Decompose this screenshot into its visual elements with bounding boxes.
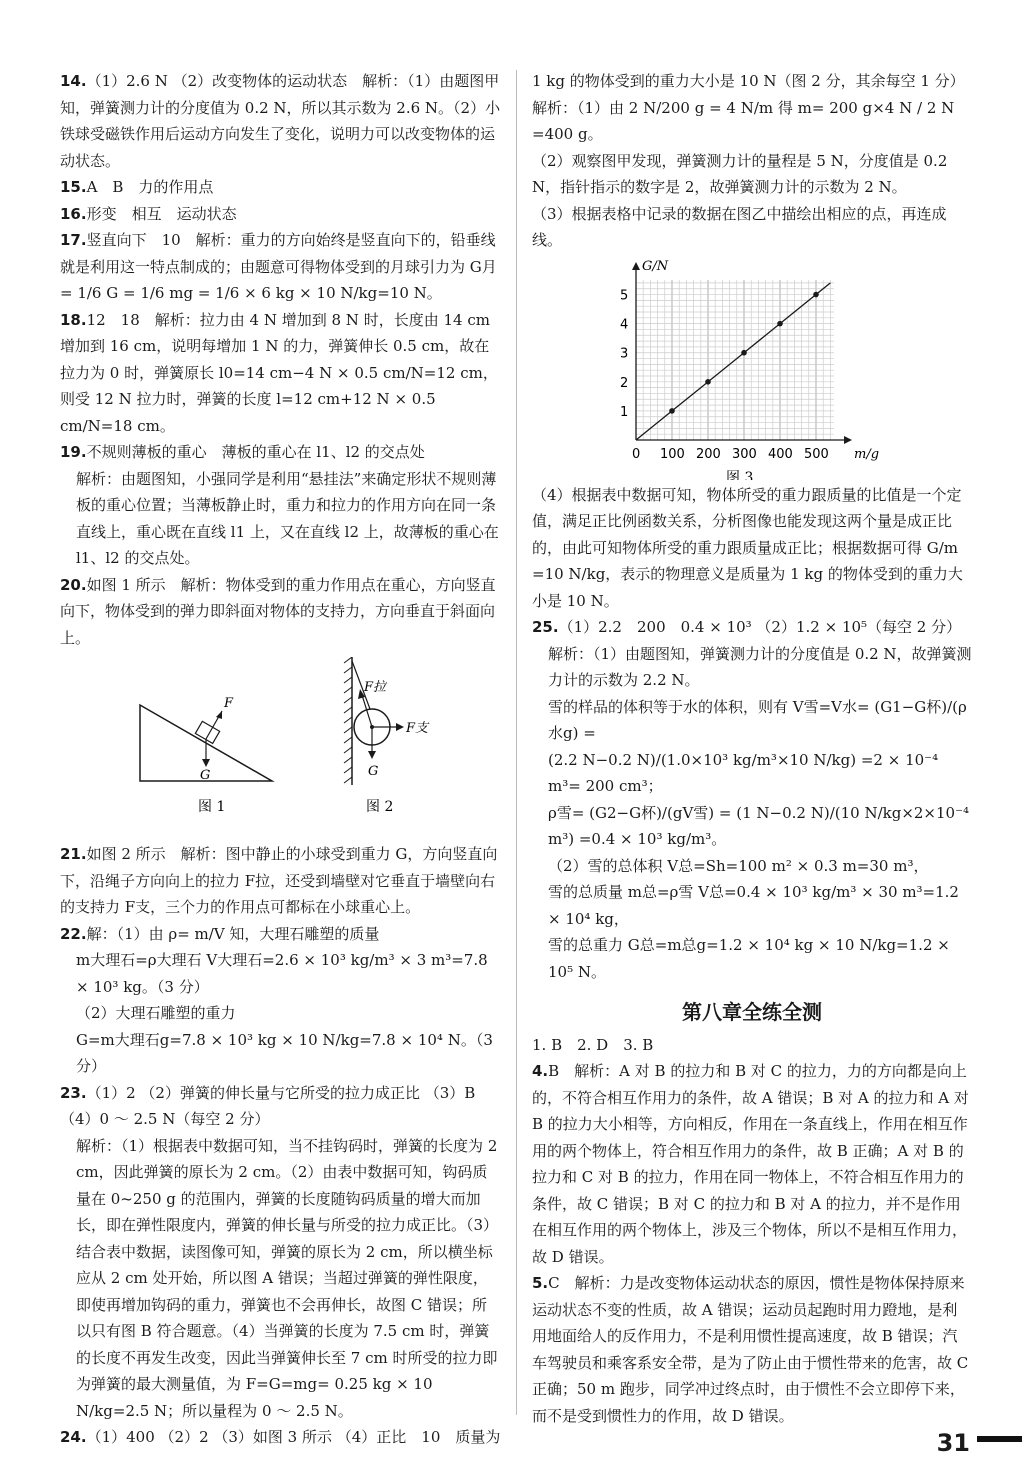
answer-19-analysis: 解析：由题图知，小强同学是利用“悬挂法”来确定形状不规则薄板的重心位置；当薄板静止时，重力和拉力的作用方向在同一条直线上，重心既在直线 l1 上，又在直线 l2 上，故薄板的重心在 l1、l2 的交点处。 — [76, 469, 499, 567]
answer-24: 24.（1）400 （2）2 （3）如图 3 所示 （4）正比 10 质量为 — [60, 1428, 501, 1446]
page-number-bar — [977, 1436, 1022, 1442]
answer-21: 21.如图 2 所示 解析：图中静止的小球受到重力 G，方向竖直向下，沿绳子方向向上的拉力 F拉，还受到墙壁对它垂直于墙壁向右的支持力 F支，三个力的作用点可都标在小球重心上。 — [60, 845, 498, 916]
fig2-label-F-zhi: F支 — [406, 721, 429, 736]
fig1-label-G: G — [200, 768, 211, 783]
answer-25-a4: ρ雪= (G2−G杯)/(gV雪) = (1 N−0.2 N)/(10 N/kg×2×10⁻⁴ m³) =0.4 × 10³ kg/m³。 — [548, 803, 970, 848]
answer-22-line4: G=m大理石g=7.8 × 10³ kg × 10 N/kg=7.8 × 10⁴ N。（3 分） — [76, 1030, 493, 1075]
y-tick-label: 4 — [620, 317, 629, 333]
answer-22: 22.解：（1）由 ρ= m/V 知，大理石雕塑的质量 — [60, 924, 380, 943]
answer-24-analysis-2: （2）观察图甲发现，弹簧测力计的量程是 5 N，分度值是 0.2 N，指针指示的数字是 2，故弹簧测力计的示数为 2 N。 — [532, 151, 948, 196]
left-column — [60, 68, 502, 1451]
x-axis-arrow — [844, 436, 852, 444]
figures-1-2 — [60, 657, 502, 837]
answer-24-continued: 1 kg 的物体受到的重力大小是 10 N（图 2 分，其余每空 1 分） — [532, 72, 965, 90]
y-tick-label: 3 — [620, 346, 629, 362]
page-number: 31 — [936, 1428, 970, 1457]
x-tick-label: 500 — [804, 446, 829, 462]
data-point — [777, 320, 783, 326]
y-axis-label: G/N — [642, 259, 669, 274]
answer-24-analysis-4: （4）根据表中数据可知，物体所受的重力跟质量的比值是一个定值，满足正比例函数关系，分析图像也能发现这两个量是成正比的，由此可知物体所受的重力跟质量成正比；根据数据可得 G/m =10 N/kg，表示的物理意义是质量为 1 kg 的物体受到的重力大小是 10 N。 — [532, 485, 963, 610]
fig1-label-F: F — [224, 696, 234, 711]
fig2-label-G: G — [368, 764, 379, 779]
answer-25-a3: (2.2 N−0.2 N)/(1.0×10³ kg/m³×10 N/kg) =2 × 10⁻⁴ m³= 200 cm³； — [548, 750, 939, 795]
answer-20: 20.如图 1 所示 解析：物体受到的重力作用点在重心，方向竖直向下，物体受到的弹力即斜面对物体的支持力，方向垂直于斜面向上。 — [60, 575, 496, 647]
x-axis-label: m/g — [854, 446, 880, 462]
answer-25-a7: 雪的总重力 G总=m总g=1.2 × 10⁴ kg × 10 N/kg=1.2 × 10⁵ N。 — [548, 936, 950, 981]
chapter-title: 第八章全练全测 — [682, 1000, 822, 1024]
y-tick-label: 1 — [620, 404, 629, 420]
chapter-answer-4: 4.B 解析：A 对 B 的拉力和 B 对 C 的拉力，力的方向都是向上的，不符合相互作用力的条件，故 A 错误；B 对 A 的拉力和 A 对 B 的拉力大小相等，方向相反，作用在一条直线上，作用在相互作用的两个物体上，符合相互作用力的条件，故 B 正确；A 对 B 的拉力和 C 对 B 的拉力，作用在同一物体上，不符合相互作用力的条件，故 C 错误；B 对 C 的拉力和 B 对 A 的拉力，并不是作用在相互作用的两个物体上，涉及三个物体，所以不是相互作用力，故 D 错误。 — [532, 1062, 969, 1266]
answer-25: 25.（1）2.2 200 0.4 × 10³ （2）1.2 × 10⁵（每空 2 分） — [532, 618, 962, 636]
answer-25-a1: 解析：（1）由题图知，弹簧测力计的分度值是 0.2 N，故弹簧测力计的示数为 2.2 N。 — [548, 644, 972, 689]
answer-24-analysis-3: （3）根据表格中记录的数据在图乙中描绘出相应的点，再连成线。 — [532, 204, 947, 249]
answer-19: 19.不规则薄板的重心 薄板的重心在 l1、l2 的交点处 — [60, 443, 425, 461]
answer-16: 16.形变 相互 运动状态 — [60, 204, 237, 223]
figure-2-ball-wall — [344, 657, 430, 815]
chart-caption: 图 3 — [726, 469, 754, 480]
right-column — [532, 68, 972, 1429]
data-point — [741, 349, 747, 355]
x-tick-label: 300 — [732, 446, 757, 462]
answer-22-line3: （2）大理石雕塑的重力 — [76, 1004, 236, 1022]
answer-22-line2: m大理石=ρ大理石 V大理石=2.6 × 10³ kg/m³ × 3 m³=7.8 × 10³ kg。（3 分） — [76, 951, 488, 996]
chapter-answer-5: 5.C 解析：力是改变物体运动状态的原因，惯性是物体保持原来运动状态不变的性质，故 A 错误；运动员起跑时用力蹬地，是利用地面给人的反作用力，不是利用惯性提高速度，故 B 错误；汽车驾驶员和乘客系安全带，是为了防止由于惯性带来的危害，故 C 正确；50 m 跑步，同学冲过终点时，由于惯性不会立即停下来，而不是受到惯性力的作用，故 D 错误。 — [532, 1274, 969, 1425]
x-tick-label: 100 — [660, 446, 685, 462]
x-tick-label: 0 — [632, 446, 641, 462]
answer-14: 14.（1）2.6 N （2）改变物体的运动状态 解析：（1）由题图甲知，弹簧测力计的分度值为 0.2 N，所以其示数为 2.6 N。（2）小铁球受磁铁作用后运动方向发生了变化，说明力可以改变物体的运动状态。 — [60, 72, 501, 170]
column-divider — [516, 70, 517, 1415]
fig2-caption: 图 2 — [366, 799, 394, 815]
answer-23-analysis: 解析：（1）根据表中数据可知，当不挂钩码时，弹簧的长度为 2 cm，因此弹簧的原长为 2 cm。（2）由表中数据可知，钩码质量在 0~250 g 的范围内，弹簧的长度随钩码质量的增大而加长，即在弹性限度内，弹簧的伸长量与所受的拉力成正比。（3）结合表中数据，读图像可知，弹簧的原长为 2 cm，所以横坐标应从 2 cm 处开始，所以图 A 错误；当超过弹簧的弹性限度，即使再增加钩码的重力，弹簧也不会再伸长，故图 C 错误；所以只有图 B 符合题意。（4）当弹簧的长度为 7.5 cm 时，弹簧的长度不再发生改变，因此当弹簧伸长至 7 cm 时所受的拉力即为弹簧的最大测量值，为 F=G=mg= 0.25 kg × 10 N/kg=2.5 N；所以量程为 0 ～ 2.5 N。 — [76, 1136, 499, 1420]
g-m-chart — [532, 260, 972, 480]
answer-15: 15.A B 力的作用点 — [60, 178, 214, 196]
answer-25-a6: 雪的总质量 m总=ρ雪 V总=0.4 × 10³ kg/m³ × 30 m³=1.2 × 10⁴ kg， — [548, 883, 959, 928]
figures-svg — [60, 657, 502, 837]
answer-24-analysis-1: 解析：（1）由 2 N/200 g = 4 N/m 得 m= 200 g×4 N / 2 N =400 g。 — [532, 98, 955, 143]
figure-3-graph — [532, 260, 972, 480]
data-point — [705, 379, 711, 385]
figure-1-incline — [140, 696, 272, 815]
x-tick-label: 400 — [768, 446, 793, 462]
data-point — [813, 291, 819, 297]
answer-18: 18.12 18 解析：拉力由 4 N 增加到 8 N 时，长度由 14 cm 增加到 16 cm，说明每增加 1 N 的力，弹簧伸长 0.5 cm，故在拉力为 0 时，弹簧原长 l0=14 cm−4 N × 0.5 cm/N=12 cm，则受 12 N 拉力时，弹簧的长度 l=12 cm+12 N × 0.5 cm/N=18 cm。 — [60, 310, 498, 435]
fig2-label-F-la: F拉 — [364, 680, 387, 695]
x-tick-label: 200 — [696, 446, 721, 462]
chapter-answers-1-3: 1. B 2. D 3. B — [532, 1035, 654, 1054]
answer-17: 17.竖直向下 10 解析：重力的方向始终是竖直向下的，铅垂线就是利用这一特点制成的；由题意可得物体受到的月球引力为 G月 = 1/6 G = 1/6 mg = 1/6 × 6 kg × 10 N/kg=10 N。 — [60, 231, 497, 302]
y-tick-label: 5 — [620, 288, 629, 304]
answer-25-a5: （2）雪的总体积 V总=Sh=100 m² × 0.3 m=30 m³， — [548, 856, 929, 875]
data-point — [669, 408, 675, 414]
answer-25-a2: 雪的样品的体积等于水的体积，则有 V雪=V水= (G1−G杯)/(ρ水g) = — [548, 697, 967, 742]
y-tick-label: 2 — [620, 375, 629, 391]
fig1-caption: 图 1 — [198, 799, 226, 815]
answer-23: 23.（1）2 （2）弹簧的伸长量与它所受的拉力成正比 （3）B （4）0 ～ 2.5 N（每空 2 分） — [60, 1083, 476, 1128]
y-axis-arrow — [632, 262, 640, 270]
